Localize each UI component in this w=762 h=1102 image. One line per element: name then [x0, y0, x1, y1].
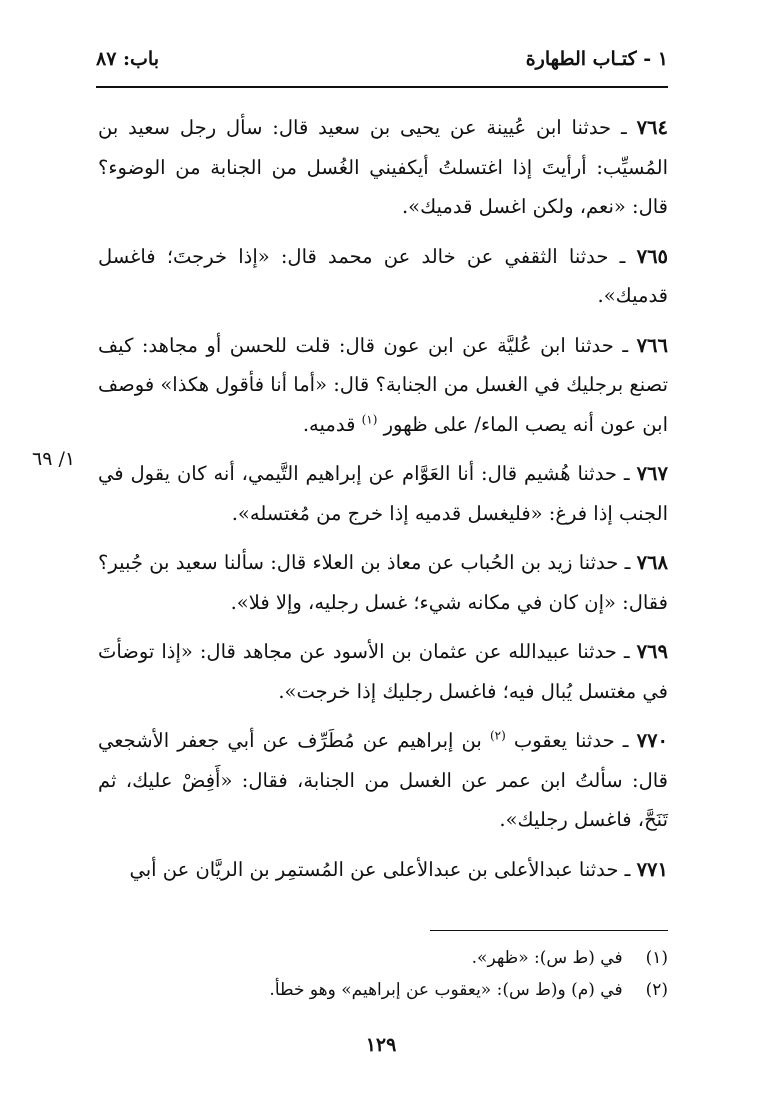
hadith-number: ٧٦٧: [636, 462, 668, 485]
hadith-text: حدثنا عبدالأعلى بن عبدالأعلى عن المُستمِر بن الريَّان عن أبي: [129, 857, 619, 881]
hadith-number: ٧٦٩: [636, 640, 668, 663]
hadith-number: ٧٧٠: [636, 729, 669, 752]
footnote-text: في (م) و(ط س): «يعقوب عن إبراهيم» وهو خطأ.: [269, 980, 623, 1000]
dash: ـ: [623, 462, 630, 485]
footnote-marker: (٢): [645, 980, 668, 1000]
hadith-paragraph: [98, 108, 668, 227]
hadith-number: ٧٧١: [636, 857, 668, 881]
running-header: [96, 44, 668, 80]
hadith-paragraph: [98, 237, 668, 316]
hadith-text: حدثنا عبيدالله عن عثمان بن الأسود عن مجاهد قال: «إذا توضأتَ في مغتسل يُبال فيه؛ فاغسل رجليك إذا خرجت».: [98, 640, 668, 703]
hadith-number: ٧٦٥: [636, 244, 669, 268]
footnote-reference: (١): [361, 412, 378, 426]
header-divider: [96, 86, 668, 88]
page-body: [98, 108, 668, 899]
hadith-text: حدثنا ابن عُيينة عن يحيى بن سعيد قال: سأل رجل سعيد بن المُسيِّب: أرأيتَ إذا اغتسلتُ أيكفيني الغُسل من الجنابة من الوضوء؟ قال: «نعم، ولكن اغسل قدميك».: [98, 116, 668, 218]
chapter-label: باب: ٨٧: [96, 48, 160, 70]
book-title: ١ - كتـاب الطهارة: [525, 48, 668, 70]
hadith-paragraph: [98, 632, 668, 711]
footnote: [98, 942, 668, 974]
hadith-paragraph: [98, 454, 668, 533]
dash: ـ: [619, 244, 626, 268]
footnote: [98, 974, 668, 1006]
hadith-number: ٧٦٦: [636, 333, 668, 357]
hadith-text: حدثنا يعقوب: [513, 729, 615, 752]
hadith-text-continued: بن إبراهيم عن مُطَرِّف عن أبي جعفر الأشجعي قال: سألتُ ابن عمر عن الغسل من الجنابة، فقال: «أَفِضْ عليك، ثم تَنَحَّ، فاغسل رجليك».: [98, 729, 668, 831]
dash: ـ: [623, 640, 630, 663]
margin-page-reference: ١/ ٦٩: [32, 448, 76, 470]
hadith-text: حدثنا هُشيم قال: أنا العَوَّام عن إبراهيم التَّيمي، أنه كان يقول في الجنب إذا فرغ: «فليغسل قدميه إذا خرج من مُغتسله».: [98, 462, 668, 525]
footnotes: [98, 942, 668, 1006]
hadith-paragraph: [98, 721, 668, 840]
footnote-reference: (٢): [489, 728, 506, 743]
hadith-paragraph: [98, 543, 668, 622]
dash: ـ: [622, 333, 629, 357]
dash: ـ: [624, 857, 631, 881]
dash: ـ: [624, 551, 631, 574]
hadith-number: ٧٦٨: [636, 551, 668, 574]
hadith-text: حدثنا الثقفي عن خالد عن محمد قال: «إذا خرجتَ؛ فاغسل قدميك».: [98, 244, 668, 307]
dash: ـ: [622, 729, 629, 752]
hadith-number: ٧٦٤: [636, 116, 668, 139]
page-number: ١٢٩: [365, 1034, 397, 1056]
hadith-text: حدثنا ابن عُليَّة عن ابن عون قال: قلت للحسن أو مجاهد: كيف تصنع برجليك في الغسل من الجنابة؟ قال: «أما أنا فأقول هكذا» فوصف ابن عون أنه يصب الماء/ على ظهور: [98, 333, 668, 436]
footnote-marker: (١): [645, 948, 668, 968]
hadith-paragraph: [98, 850, 668, 890]
dash: ـ: [620, 116, 627, 139]
hadith-text: حدثنا زيد بن الحُباب عن معاذ بن العلاء قال: سألنا سعيد بن جُبير؟ فقال: «إن كان في مكانه شيء؛ غسل رجليه، وإلا فلا».: [98, 551, 668, 614]
hadith-text-continued: قدميه.: [302, 412, 356, 436]
hadith-paragraph: [98, 326, 668, 445]
footnote-text: في (ط س): «ظهر».: [471, 948, 623, 968]
footnote-divider: [430, 930, 668, 931]
